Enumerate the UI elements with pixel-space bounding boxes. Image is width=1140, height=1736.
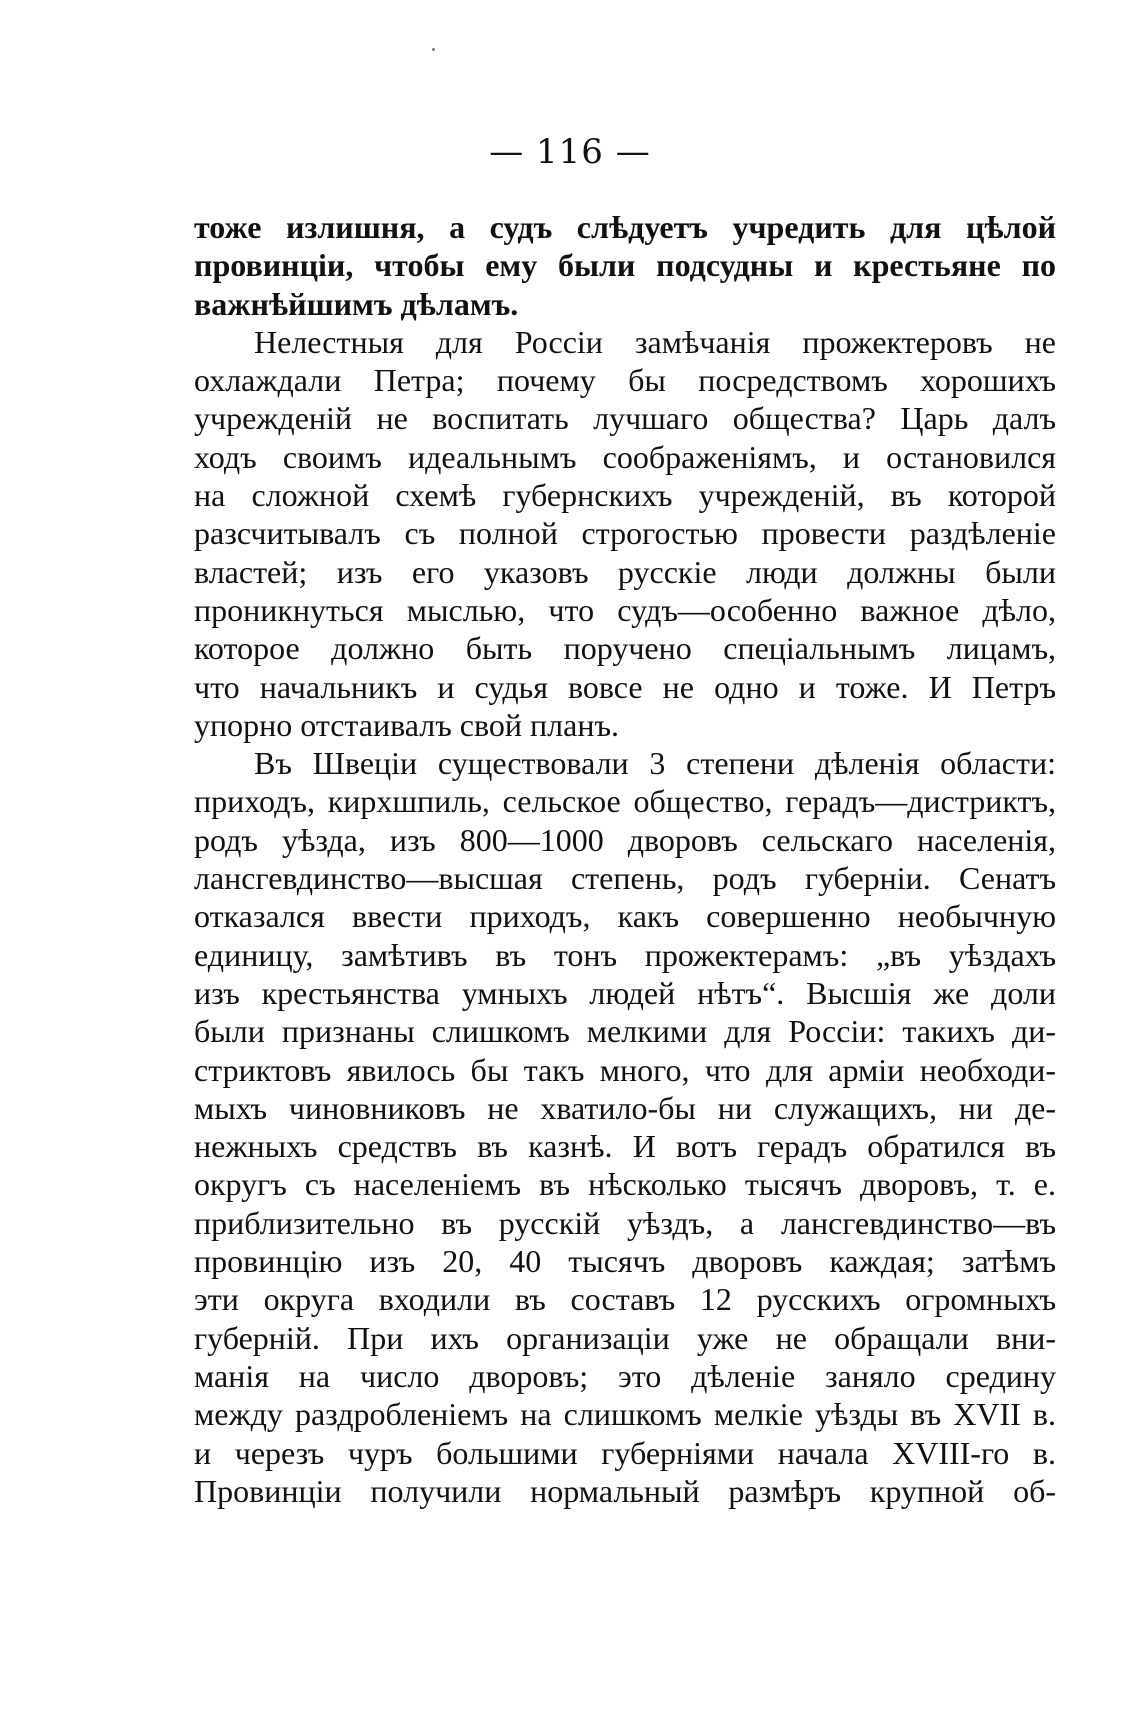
text-line: Въ Швеціи существовали 3 степени дѣленія области: <box>254 745 1056 782</box>
text-line: родъ уѣзда, изъ 800—1000 дворовъ сельскаго населенія, <box>194 821 1056 858</box>
text-line: учрежденій не воспитать лучшаго общества? Царь далъ <box>194 400 1056 437</box>
text-line: что начальникъ и судья вовсе не одно и тоже. И Петръ <box>194 668 1056 705</box>
text-line: нежныхъ средствъ въ казнѣ. И вотъ герадъ обратился въ <box>194 1128 1056 1165</box>
text-line: ходъ своимъ идеальнымъ соображеніямъ, и остановился <box>194 438 1056 475</box>
text-line: Провинціи получили нормальный размѣръ крупной об- <box>194 1472 1056 1509</box>
text-line: важнѣйшимъ дѣламъ. <box>194 285 519 322</box>
text-line: приходъ, кирхшпиль, сельское общество, герадъ—дистриктъ, <box>194 783 1056 820</box>
text-line: эти округа входили въ составъ 12 русскихъ огромныхъ <box>194 1281 1056 1318</box>
text-line: упорно отстаивалъ свой планъ. <box>194 706 619 743</box>
text-line: манія на число дворовъ; это дѣленіе заняло средину <box>194 1357 1056 1394</box>
text-line: отказался ввести приходъ, какъ совершенно необычную <box>194 898 1056 935</box>
text-line: приблизительно въ русскій уѣздъ, а лансгевдинство—въ <box>194 1204 1056 1241</box>
text-line: лансгевдинство—высшая степень, родъ губерніи. Сенатъ <box>194 860 1056 897</box>
text-line: тоже излишня, а судъ слѣдуетъ учредить для цѣлой <box>194 209 1056 245</box>
text-line: которое должно быть поручено спеціальнымъ лицамъ, <box>194 630 1056 667</box>
text-line: провинцію изъ 20, 40 тысячъ дворовъ каждая; затѣмъ <box>194 1243 1056 1280</box>
text-line: властей; изъ его указовъ русскіе люди должны были <box>194 553 1056 590</box>
text-line: единицу, замѣтивъ въ тонъ прожектерамъ: „въ уѣздахъ <box>194 936 1056 973</box>
text-line: и черезъ чуръ большими губерніями начала XVIII-го в. <box>194 1434 1056 1471</box>
text-line: стриктовъ явилось бы такъ много, что для арміи необходи- <box>194 1051 1056 1088</box>
text-line: провинціи, чтобы ему были подсудны и крестьяне по <box>194 247 1056 284</box>
print-speck <box>432 48 435 51</box>
text-line: Нелестныя для Россіи замѣчанія прожектеровъ не <box>254 323 1056 360</box>
text-line: изъ крестьянства умныхъ людей нѣтъ“. Высшія же доли <box>194 974 1056 1011</box>
text-line: округъ съ населеніемъ въ нѣсколько тысячъ дворовъ, т. е. <box>194 1166 1056 1203</box>
text-line: разсчитывалъ съ полной строгостью провести раздѣленіе <box>194 515 1056 552</box>
text-line: охлаждали Петра; почему бы посредствомъ хорошихъ <box>194 362 1056 399</box>
body-text <box>194 208 1056 1510</box>
text-line: губерній. При ихъ организаціи уже не обращали вни- <box>194 1319 1056 1356</box>
text-line: были признаны слишкомъ мелкими для Россіи: такихъ ди- <box>194 1013 1056 1050</box>
text-line: проникнуться мыслью, что судъ—особенно важное дѣло, <box>194 591 1056 628</box>
text-line: между раздробленіемъ на слишкомъ мелкіе уѣзды въ XVII в. <box>194 1396 1056 1433</box>
page-number: — 116 — <box>489 132 651 172</box>
text-line: на сложной схемѣ губернскихъ учрежденій, въ которой <box>194 477 1056 514</box>
text-line: мыхъ чиновниковъ не хватило-бы ни служащихъ, ни де- <box>194 1089 1056 1126</box>
